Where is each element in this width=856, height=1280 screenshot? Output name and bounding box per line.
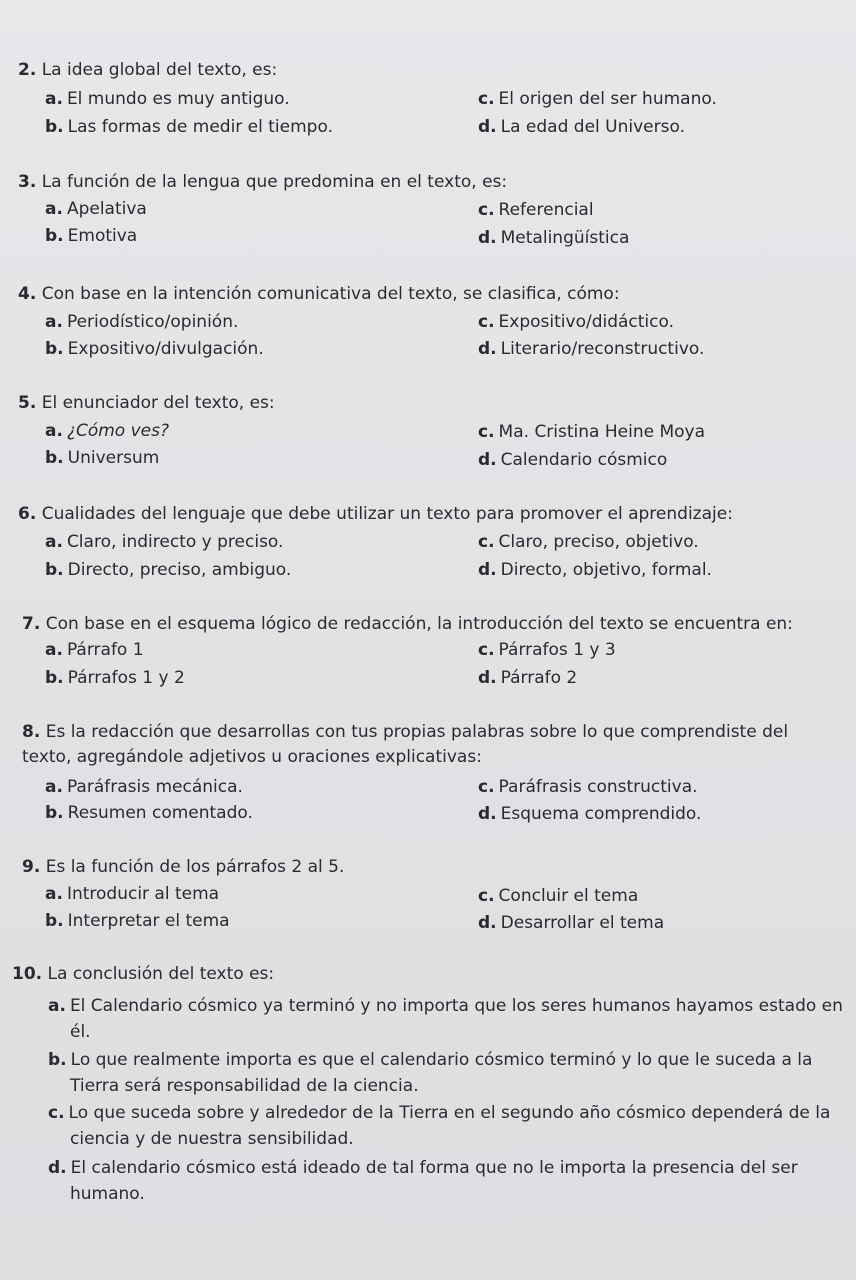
question-number: 8. xyxy=(22,722,41,742)
option-b: b. Directo, preciso, ambiguo. xyxy=(45,560,292,580)
option-d: d. Esquema comprendido. xyxy=(478,804,702,824)
option-c: c. Expositivo/didáctico. xyxy=(478,312,675,332)
option-b: b. Párrafos 1 y 2 xyxy=(45,668,185,688)
question-text: Es la función de los párrafos 2 al 5. xyxy=(45,857,345,877)
option-a: a. Claro, indirecto y preciso. xyxy=(45,532,284,552)
question-number: 7. xyxy=(22,614,41,634)
question-stem xyxy=(12,962,274,986)
question-text: Con base en el esquema lógico de redacción, la introducción del texto se encuentra en: xyxy=(45,614,793,634)
option-a: a. El Calendario cósmico ya terminó y no importa que los seres humanos hayamos estado en él. xyxy=(48,996,843,1042)
question-number: 10. xyxy=(12,964,43,984)
question-stem xyxy=(18,502,733,526)
option-d: d. Párrafo 2 xyxy=(478,668,578,688)
question-stem xyxy=(22,720,837,770)
question-number: 4. xyxy=(18,284,37,304)
option-c: c. Referencial xyxy=(478,200,594,220)
option-a: a. Apelativa xyxy=(45,199,147,219)
question-stem xyxy=(18,391,275,415)
question-stem xyxy=(18,58,277,82)
option-c: c. Párrafos 1 y 3 xyxy=(478,640,616,660)
option-c: c. Ma. Cristina Heine Moya xyxy=(478,422,706,442)
question-number: 9. xyxy=(22,857,41,877)
question-text: La conclusión del texto es: xyxy=(47,964,275,984)
option-c: c. Concluir el tema xyxy=(478,886,639,906)
option-d: d. Metalingüística xyxy=(478,228,630,248)
option-a: a. ¿Cómo ves? xyxy=(45,421,169,441)
option-b: b. Emotiva xyxy=(45,226,138,246)
option-b: b. Resumen comentado. xyxy=(45,803,253,823)
question-text: La idea global del texto, es: xyxy=(41,60,278,80)
option-a: a. Párrafo 1 xyxy=(45,640,144,660)
question-number: 2. xyxy=(18,60,37,80)
question-text: Es la redacción que desarrollas con tus propias palabras sobre lo que comprendiste del texto, agregándole adjetivos u oraciones explicativas: xyxy=(22,722,789,767)
option-a: a. Paráfrasis mecánica. xyxy=(45,777,243,797)
question-text: Con base en la intención comunicativa del texto, se clasifica, cómo: xyxy=(41,284,620,304)
option-b: b. Lo que realmente importa es que el calendario cósmico terminó y lo que le suceda a la Tierra será responsabilidad de la ciencia. xyxy=(48,1050,813,1096)
option-c: c. Claro, preciso, objetivo. xyxy=(478,532,699,552)
question-number: 3. xyxy=(18,172,37,192)
option-d: d. Desarrollar el tema xyxy=(478,913,665,933)
option-d: d. Calendario cósmico xyxy=(478,450,668,470)
question-number: 5. xyxy=(18,393,37,413)
option-d: d. Literario/reconstructivo. xyxy=(478,339,705,359)
question-stem xyxy=(18,170,507,194)
option-b: b. Expositivo/divulgación. xyxy=(45,339,264,359)
option-a: a. El mundo es muy antiguo. xyxy=(45,89,290,109)
option-a: a. Introducir al tema xyxy=(45,884,220,904)
question-stem xyxy=(22,855,344,879)
question-stem xyxy=(22,612,793,636)
option-b: b. Las formas de medir el tiempo. xyxy=(45,117,333,137)
option-c: c. El origen del ser humano. xyxy=(478,89,717,109)
option-c: c. Paráfrasis constructiva. xyxy=(478,777,698,797)
option-d: d. Directo, objetivo, formal. xyxy=(478,560,712,580)
question-text: La función de la lengua que predomina en el texto, es: xyxy=(41,172,508,192)
option-a: a. Periodístico/opinión. xyxy=(45,312,239,332)
question-stem xyxy=(18,282,620,306)
question-number: 6. xyxy=(18,504,37,524)
option-d: d. El calendario cósmico está ideado de tal forma que no le importa la presencia del ser humano. xyxy=(48,1158,798,1204)
question-text: Cualidades del lenguaje que debe utilizar un texto para promover el aprendizaje: xyxy=(41,504,733,524)
option-b: b. Interpretar el tema xyxy=(45,911,230,931)
question-text: El enunciador del texto, es: xyxy=(41,393,275,413)
option-c: c. Lo que suceda sobre y alrededor de la Tierra en el segundo año cósmico dependerá de la ciencia y de nuestra sensibilidad. xyxy=(48,1103,831,1149)
option-b: b. Universum xyxy=(45,448,160,468)
option-d: d. La edad del Universo. xyxy=(478,117,685,137)
